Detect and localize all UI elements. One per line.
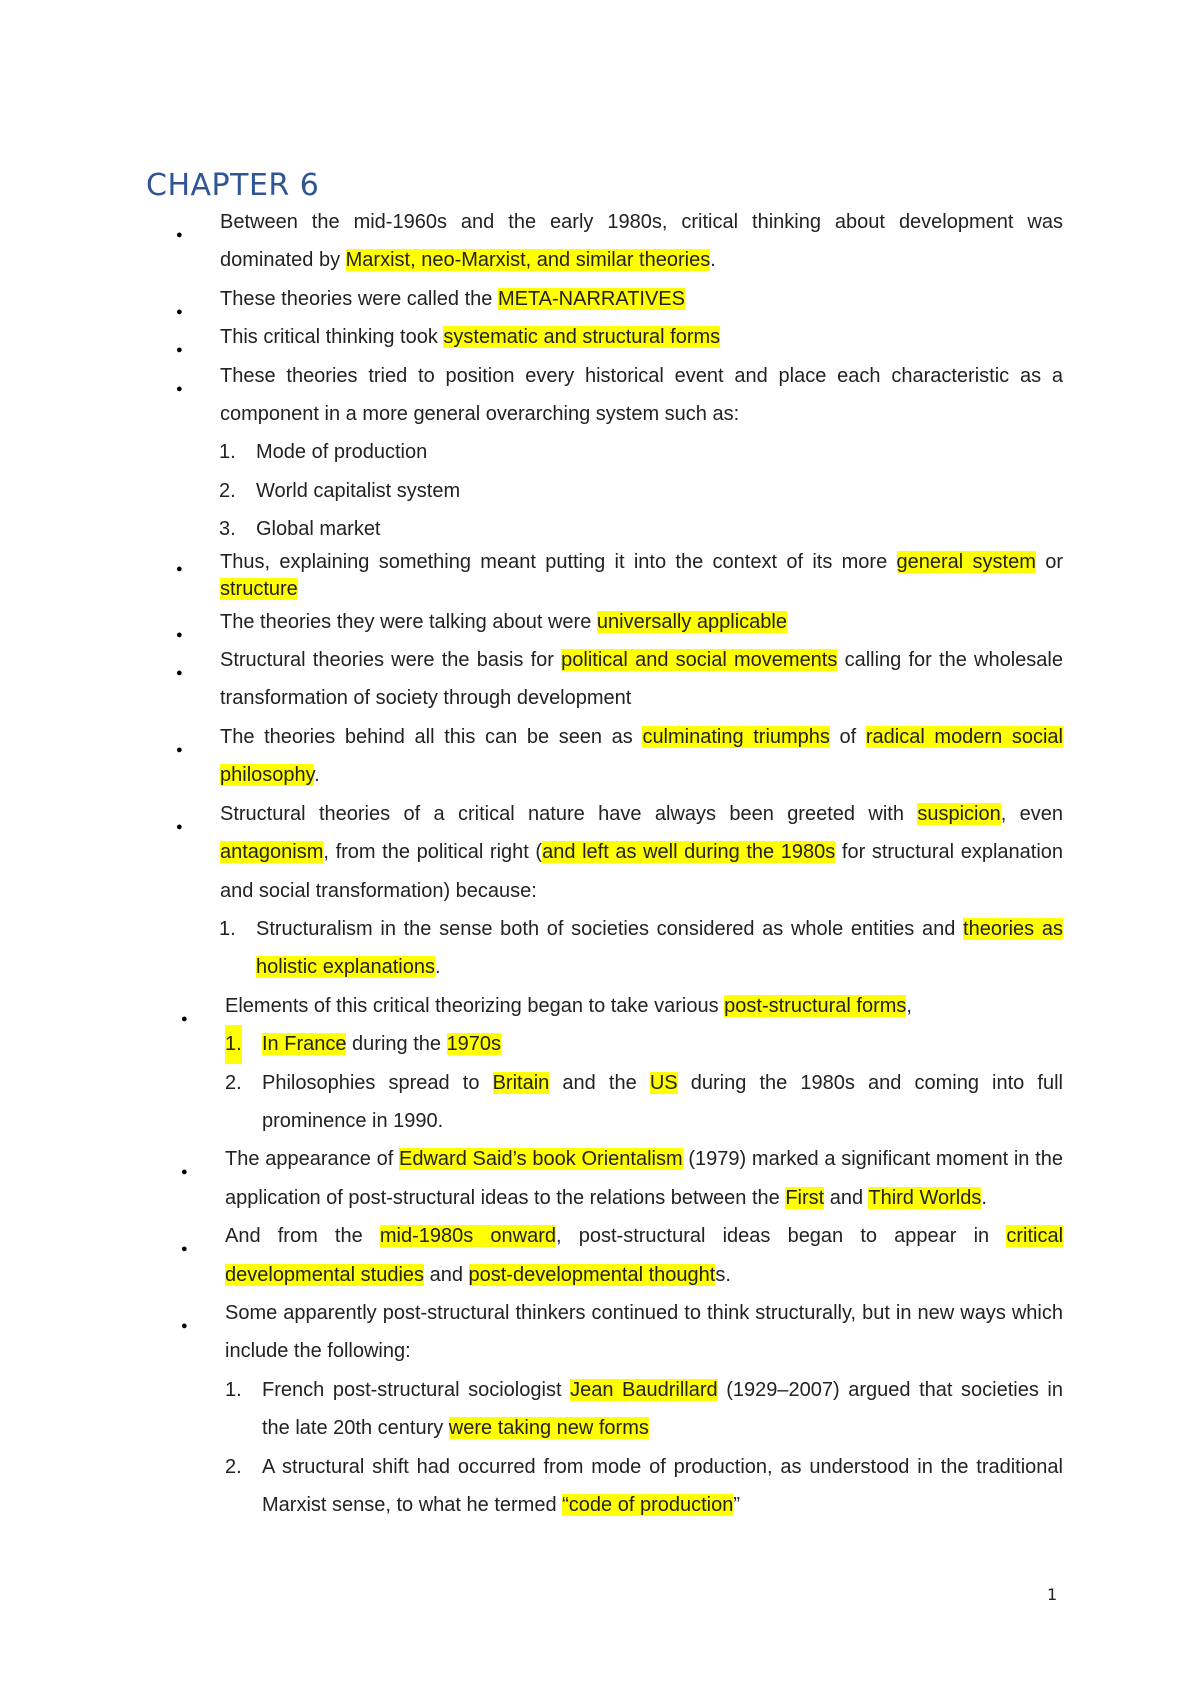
- bullet-icon: ●: [176, 820, 183, 833]
- text-segment: The theories they were talking about were: [220, 610, 597, 633]
- list-number: 2.: [225, 1071, 242, 1094]
- highlighted-text: antagonism: [220, 841, 324, 864]
- highlighted-text: META-NARRATIVES: [497, 287, 685, 310]
- item-text: [256, 910, 1063, 987]
- highlighted-text: post-developmental thought: [468, 1263, 716, 1286]
- text-segment: Mode of production: [256, 441, 428, 464]
- highlighted-text: theories as holistic explanations: [256, 917, 1063, 979]
- text-segment: Philosophies spread to: [262, 1071, 493, 1094]
- item-text: [256, 433, 1063, 471]
- text-segment: Between the mid-1960s and the early 1980s, critical thinking about development was dominated by: [220, 211, 1063, 272]
- highlighted-text: “code of production: [562, 1494, 734, 1516]
- highlighted-text: systematic and structural forms: [443, 326, 721, 349]
- text-segment: Structural theories were the basis for: [220, 649, 562, 672]
- item-text: [220, 718, 1063, 795]
- highlighted-text: Marxist, neo-Marxist, and similar theories: [345, 249, 711, 272]
- highlighted-text: structure: [220, 577, 298, 600]
- page-number: 1: [1047, 1585, 1058, 1604]
- bullet-icon: ●: [176, 344, 183, 357]
- item-text: [262, 1025, 1063, 1063]
- item-text: [220, 280, 1063, 318]
- highlighted-text: In France: [262, 1033, 347, 1056]
- text-segment: for structural explanation and social transformation) because:: [220, 841, 1064, 902]
- highlighted-text: US: [649, 1071, 678, 1094]
- document-body: [0, 203, 1200, 1524]
- highlighted-text: critical developmental studies: [225, 1225, 1064, 1286]
- highlighted-text: general system: [896, 550, 1036, 573]
- numbered-item: [0, 1448, 1200, 1525]
- highlighted-text: post-structural forms: [724, 994, 907, 1017]
- text-segment: The theories behind all this can be seen as: [220, 725, 643, 748]
- text-segment: Elements of this critical theorizing began to take various: [225, 994, 725, 1017]
- bullet-item: [0, 987, 1200, 1025]
- text-segment: Some apparently post-structural thinkers continued to think structurally, but in new ways which include the following:: [225, 1301, 1063, 1363]
- numbered-item: [0, 510, 1200, 548]
- bullet-icon: ●: [176, 667, 183, 680]
- text-segment: These theories were called the: [220, 287, 498, 310]
- text-segment: and the: [549, 1071, 650, 1094]
- numbered-item: [0, 1371, 1200, 1448]
- text-segment: and: [424, 1263, 469, 1286]
- text-segment: during the 1980s and coming into full prominence in 1990.: [262, 1071, 1063, 1132]
- text-segment: , even: [1000, 802, 1064, 825]
- numbered-item: [0, 472, 1200, 510]
- item-text: [256, 472, 1063, 510]
- bullet-icon: ●: [176, 562, 183, 575]
- text-segment: .: [314, 764, 320, 787]
- highlighted-text: Third Worlds: [868, 1186, 982, 1209]
- bullet-item: [0, 641, 1200, 718]
- item-text: [225, 1140, 1063, 1217]
- text-segment: These theories tried to position every historical event and place each characteristic as a component in a more general overarching system such as:: [220, 364, 1063, 426]
- text-segment: .: [435, 956, 441, 979]
- text-segment: , post-structural ideas began to appear in: [556, 1225, 1007, 1248]
- bullet-icon: ●: [176, 743, 183, 756]
- text-segment: Structuralism in the sense both of societies considered as whole entities and: [256, 917, 964, 940]
- highlighted-text: culminating triumphs: [642, 725, 830, 748]
- bullet-item: [0, 795, 1200, 910]
- highlighted-text: universally applicable: [596, 610, 787, 633]
- bullet-icon: ●: [181, 1319, 188, 1332]
- chapter-title: CHAPTER 6: [146, 168, 320, 203]
- highlighted-text: suspicion: [917, 802, 1001, 825]
- text-segment: or: [1035, 550, 1063, 573]
- numbered-item: [0, 433, 1200, 471]
- highlighted-text: Edward Said’s book Orientalism: [399, 1148, 683, 1171]
- text-segment: ,: [906, 994, 912, 1017]
- highlighted-text: 1970s: [446, 1033, 502, 1056]
- item-text: [225, 987, 1063, 1025]
- text-segment: Global market: [256, 518, 381, 541]
- item-text: [225, 1217, 1063, 1294]
- highlighted-text: radical modern social philosophy: [220, 725, 1063, 787]
- bullet-item: [0, 549, 1200, 603]
- text-segment: Structural theories of a critical nature have always been greeted with: [220, 802, 918, 825]
- list-number: 2.: [225, 1455, 242, 1478]
- text-segment: and: [824, 1186, 869, 1209]
- highlighted-text: mid-1980s onward: [379, 1225, 557, 1248]
- item-text: [225, 1294, 1063, 1371]
- text-segment: (1929–2007) argued that societies in the late 20th century: [262, 1378, 1063, 1440]
- text-segment: The appearance of: [225, 1148, 399, 1171]
- item-text: [220, 549, 1063, 603]
- bullet-icon: ●: [181, 1243, 188, 1256]
- text-segment: (1979) marked a significant moment in the application of post-structural ideas to the relations between the: [225, 1148, 1063, 1209]
- highlighted-text: were taking new forms: [448, 1417, 649, 1440]
- text-segment: of: [829, 725, 866, 748]
- bullet-item: [0, 203, 1200, 280]
- text-segment: And from the: [225, 1225, 380, 1248]
- bullet-icon: ●: [176, 229, 183, 241]
- text-segment: calling for the wholesale transformation of society through development: [220, 649, 1063, 710]
- text-segment: French post-structural sociologist: [262, 1378, 571, 1401]
- list-number: 1.: [225, 1378, 242, 1401]
- text-segment: s.: [715, 1263, 731, 1286]
- list-number: 3.: [219, 518, 236, 541]
- item-text: [262, 1448, 1063, 1525]
- item-text: [220, 203, 1063, 280]
- list-number: 1.: [225, 1025, 242, 1063]
- item-text: [262, 1064, 1063, 1141]
- bullet-item: [0, 318, 1200, 356]
- item-text: [220, 641, 1063, 718]
- text-segment: Thus, explaining something meant putting it into the context of its more: [220, 550, 897, 573]
- list-number: 1.: [219, 441, 236, 464]
- bullet-icon: ●: [176, 382, 183, 395]
- bullet-item: [0, 280, 1200, 318]
- text-segment: during the: [346, 1033, 447, 1056]
- item-text: [220, 795, 1063, 910]
- text-segment: .: [710, 249, 716, 272]
- item-text: [220, 357, 1063, 434]
- highlighted-text: and left as well during the 1980s: [542, 841, 836, 864]
- text-segment: A structural shift had occurred from mode of production, as understood in the traditional Marxist sense, to what he termed: [262, 1455, 1063, 1516]
- bullet-item: [0, 603, 1200, 641]
- list-number: 1.: [219, 917, 236, 940]
- bullet-icon: ●: [181, 1012, 188, 1025]
- bullet-icon: ●: [176, 305, 183, 318]
- text-segment: ”: [733, 1494, 741, 1516]
- bullet-icon: ●: [181, 1166, 188, 1179]
- bullet-item: [0, 1217, 1200, 1294]
- item-text: [220, 318, 1063, 356]
- bullet-item: [0, 718, 1200, 795]
- bullet-item: [0, 357, 1200, 434]
- highlighted-text: political and social movements: [561, 649, 838, 672]
- numbered-item: [0, 910, 1200, 987]
- text-segment: World capitalist system: [256, 479, 461, 502]
- text-segment: .: [981, 1186, 987, 1209]
- highlighted-text: First: [785, 1186, 825, 1209]
- highlighted-text: Jean Baudrillard: [570, 1378, 718, 1401]
- list-number: 2.: [219, 479, 236, 502]
- bullet-item: [0, 1140, 1200, 1217]
- text-segment: This critical thinking took: [220, 326, 444, 349]
- item-text: [256, 510, 1063, 548]
- item-text: [220, 603, 1063, 641]
- highlighted-text: Britain: [492, 1071, 550, 1094]
- bullet-item: [0, 1294, 1200, 1371]
- numbered-item: [0, 1025, 1200, 1063]
- text-segment: , from the political right (: [323, 841, 543, 864]
- item-text: [262, 1371, 1063, 1448]
- bullet-icon: ●: [176, 628, 183, 641]
- numbered-item: [0, 1064, 1200, 1141]
